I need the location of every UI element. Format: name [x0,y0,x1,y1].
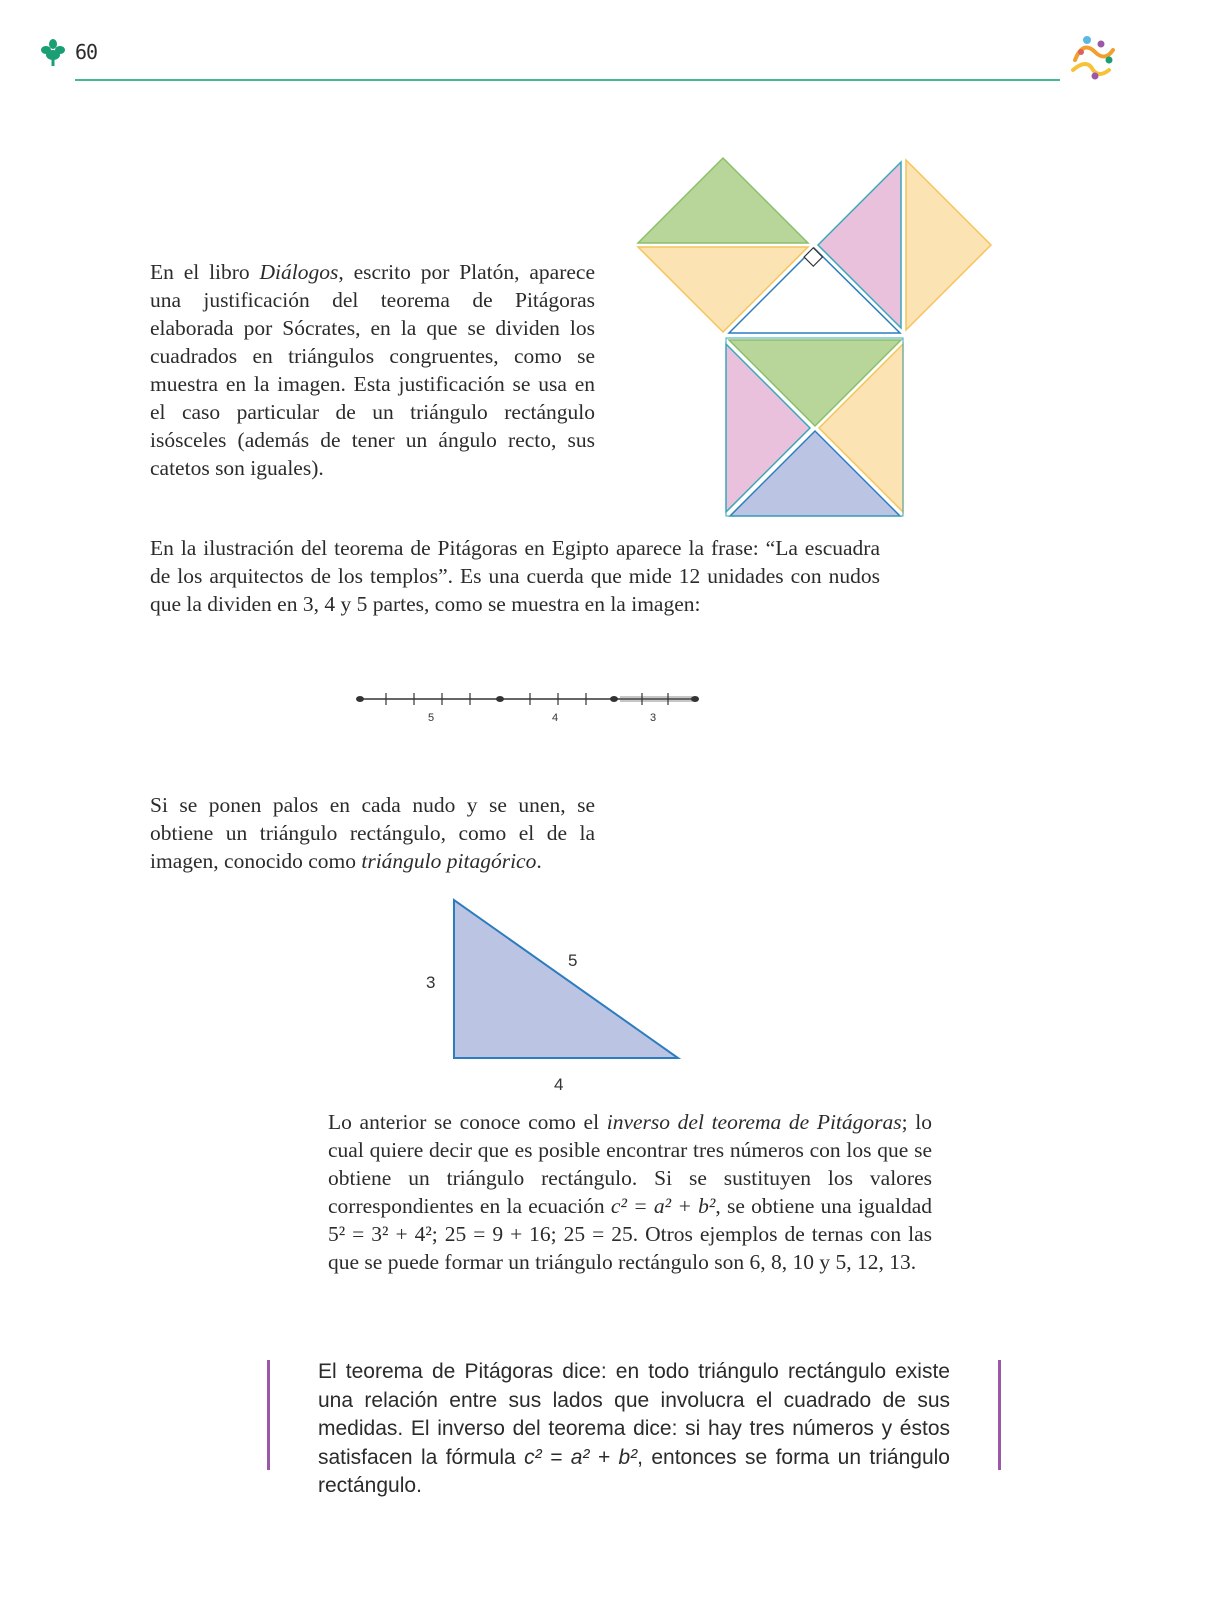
rope-label-4: 4 [552,712,559,724]
paragraph-palos: Si se ponen palos en cada nudo y se unen, se obtiene un triángulo rectángulo, como el de la imagen, conocido como triángulo pitagórico. [150,793,595,873]
pythagorean-triangle-figure [420,890,700,1100]
callout-right-bar [998,1360,1001,1470]
callout-left-bar [267,1360,270,1470]
side-label-4: 4 [554,1075,564,1094]
callout-text: El teorema de Pitágoras dice: en todo triángulo rectángulo existe una relación entre sus lados que involucra el cuadrado de sus medidas. El inverso del teorema dice: si hay tres números y éstos satisfacen la fórmula c² = a² + b², entonces se forma un triángulo rectángulo. [318,1360,950,1497]
knotted-rope-figure [350,685,710,725]
side-label-3: 3 [426,973,436,992]
page-number: 60 [75,40,98,64]
rope-label-3: 3 [650,712,657,724]
paragraph-inverso: Lo anterior se conoce como el inverso del teorema de Pitágoras; lo cual quiere decir que es posible encontrar tres números con los que se obtiene un triángulo rectángulo. Si se sustituyen los valores correspondientes en la ecuación c² = a² + b², se obtiene una igualdad 5² = 3² + 4²; 25 = 9 + 16; 25 = 25. Otros ejemplos de ternas con las que se puede formar un triángulo rectángulo son 6, 8, 10 y 5, 12, 13. [328,1110,933,1274]
paragraph-egipto: En la ilustración del teorema de Pitágoras en Egipto aparece la frase: “La escuadra de los arquitectos de los templos”. Es una cuerda que mide 12 unidades con nudos que la dividen en 3, 4 y 5 partes, como se muestra en la imagen: [150,536,880,616]
socrates-squares-figure [630,150,1000,525]
colorful-logo-icon [1065,30,1119,84]
rope-label-5: 5 [428,712,435,724]
side-label-5: 5 [568,951,578,970]
paragraph-platon: En el libro Diálogos, escrito por Platón, aparece una justificación del teorema de Pitágoras elaborada por Sócrates, en la que se dividen los cuadrados en triángulos congruentes, como se muestra en la imagen. Esta justificación se usa en el caso particular de un triángulo rectángulo isósceles (además de tener un ángulo recto, sus catetos son iguales). [150,260,595,480]
triangle-shape [454,900,678,1058]
header-rule [75,79,1060,81]
leaf-icon [40,38,66,68]
